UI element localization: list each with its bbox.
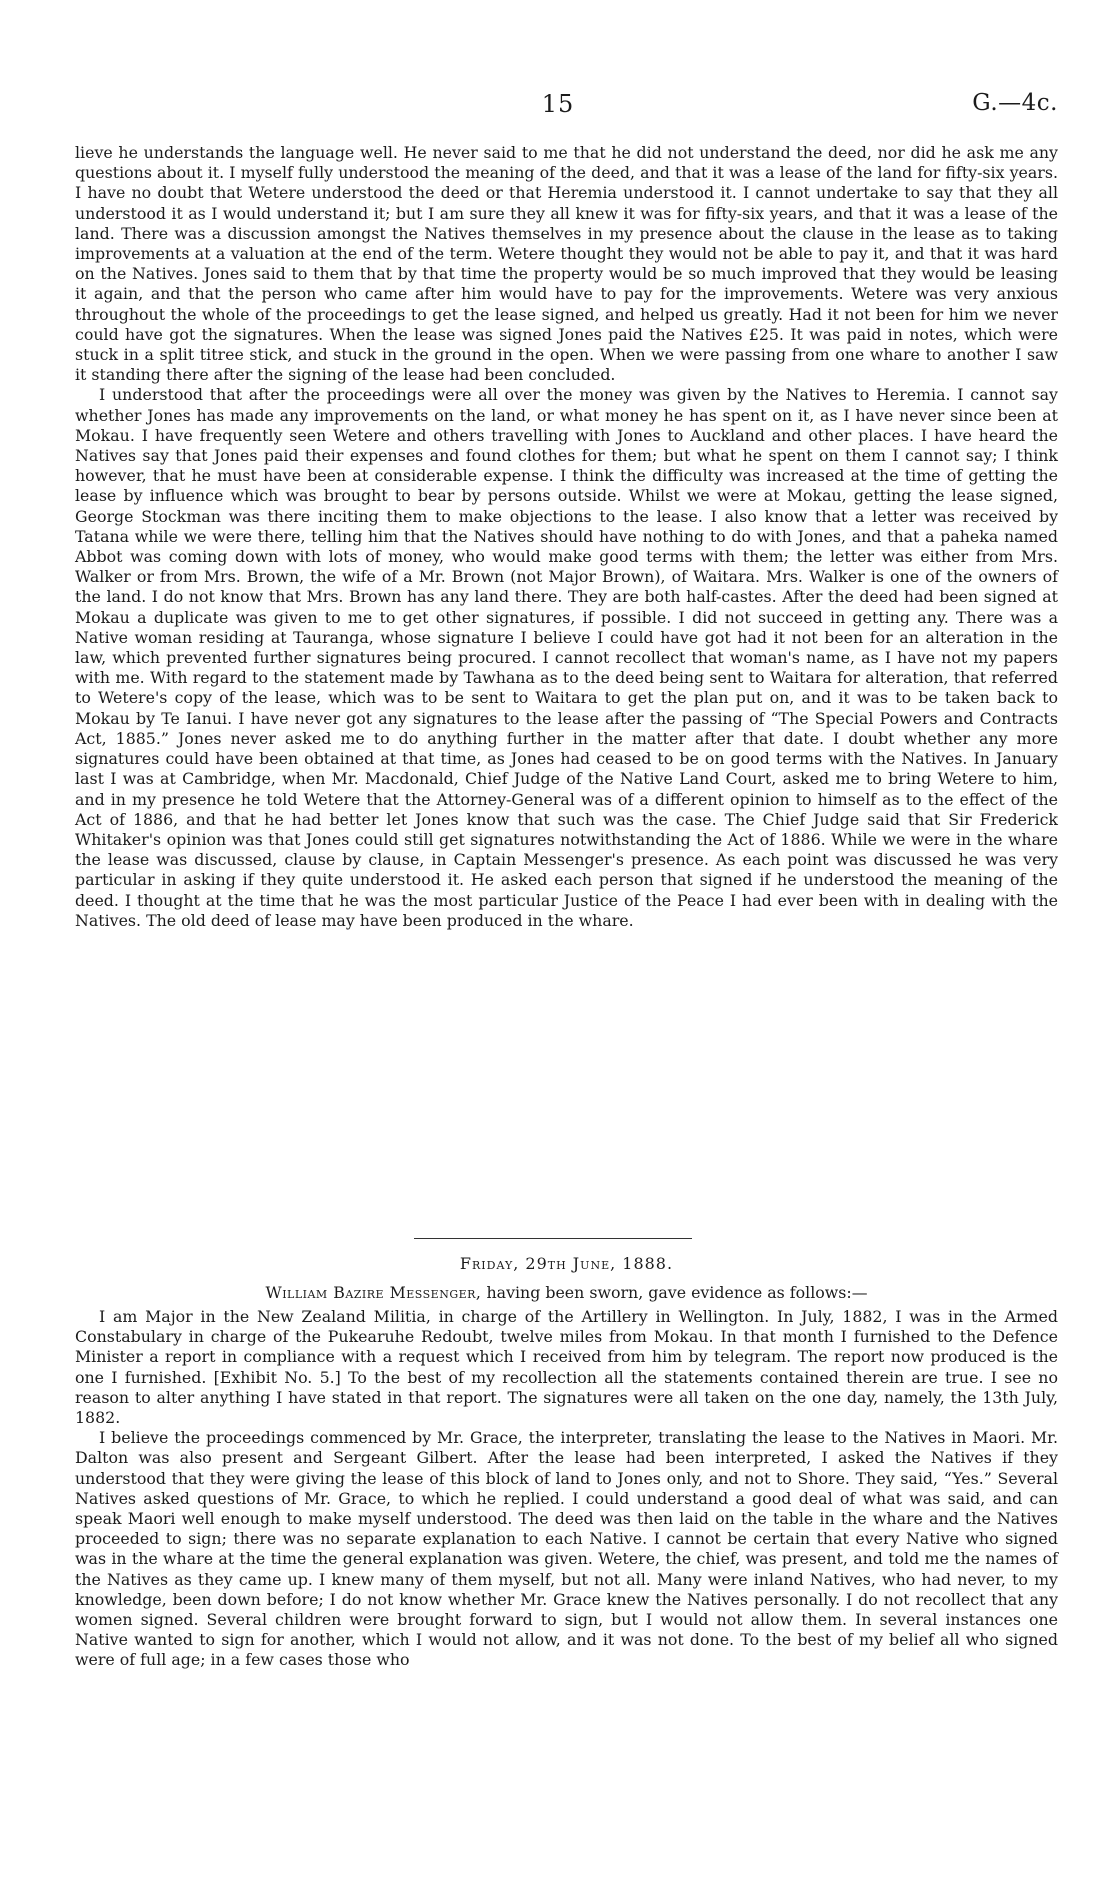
section-divider — [414, 1238, 692, 1239]
paragraph-continuation: lieve he understands the language well. He never said to me that he did not understand the deed, nor did he ask me any questions about it. I myself fully understood the meaning of the deed, and that it was a lease of the land for fifty-six years. I have no doubt that Wetere understood the deed or that Heremia understood it. I cannot undertake to say that they all understood it as I would understand it; but I am sure they all knew it was for fifty-six years, and that it was a lease of the land. There was a discussion amongst the Natives themselves in my presence about the clause in the lease as to taking improvements at a valuation at the end of the term. Wetere thought they would not be able to pay it, and that it was hard on the Natives. Jones said to them that by that time the property would be so much improved that they would be leasing it again, and that the person who came after him would have to pay for the improvements. Wetere was very anxious throughout the whole of the proceedings to get the lease signed, and helped us greatly. Had it not been for him we never could have got the signatures. When the lease was signed Jones paid the Natives £25. It was paid in notes, which were stuck in a split titree stick, and stuck in the ground in the open. When we were passing from one whare to another I saw it standing there after the signing of the lease had been concluded. — [75, 143, 1058, 385]
paragraph: I understood that after the proceedings were all over the money was given by the Natives to Heremia. I cannot say whether Jones has made any improvements on the land, or what money he has spent on it, as I have never since been at Mokau. I have frequently seen Wetere and others travelling with Jones to Auckland and other places. I have heard the Natives say that Jones paid their expenses and found clothes for them; but what he spent on them I cannot say; I think however, that he must have been at considerable expense. I think the difficulty was increased at the time of getting the lease by influence which was brought to bear by persons outside. Whilst we were at Mokau, getting the lease signed, George Stockman was there inciting them to make objections to the lease. I also know that a letter was received by Tatana while we were there, telling him that the Natives should have nothing to do with Jones, and that a paheka named Abbot was coming down with lots of money, who would make good terms with them; the letter was either from Mrs. Walker or from Mrs. Brown, the wife of a Mr. Brown (not Major Brown), of Waitara. Mrs. Walker is one of the owners of the land. I do not know that Mrs. Brown has any land there. They are both half-castes. After the deed had been signed at Mokau a duplicate was given to me to get other signatures, if possible. I did not succeed in getting any. There was a Native woman residing at Tauranga, whose signature I believe I could have got had it not been for an alteration in the law, which prevented further signatures being procured. I cannot recollect that woman's name, as I have not my papers with me. With regard to the statement made by Tawhana as to the deed being sent to Waitara for alteration, that referred to Wetere's copy of the lease, which was to be sent to Waitara to get the plan put on, and it was to be taken back to Mokau by Te Ianui. I have never got any signatures to the lease after the passing of “The Special Powers and Contracts Act, 1885.” Jones never asked me to do anything further in the matter after that date. I doubt whether any more signatures could have been obtained at that time, as Jones had ceased to be on good terms with the Natives. In January last I was at Cambridge, when Mr. Macdonald, Chief Judge of the Native Land Court, asked me to bring Wetere to him, and in my presence he told Wetere that the Attorney-General was of a different opinion to himself as to the effect of the Act of 1886, and that he had better let Jones know that such was the case. The Chief Judge said that Sir Frederick Whitaker's opinion was that Jones could still get signatures notwithstanding the Act of 1886. While we were in the whare the lease was discussed, clause by clause, in Captain Messenger's presence. As each point was discussed he was very particular in asking if they quite understood it. He asked each person that signed if he understood the meaning of the deed. I thought at the time that he was the most particular Justice of the Peace I had ever been with in dealing with the Natives. The old deed of lease may have been produced in the whare. — [75, 385, 1058, 930]
date-heading: Friday, 29th June, 1888. — [459, 1254, 674, 1273]
page-number: 15 — [541, 90, 575, 118]
document-reference: G.—4c. — [972, 90, 1058, 116]
testimony-continued — [75, 143, 1058, 931]
witness-testimony — [75, 1307, 1058, 1671]
witness-introduction — [75, 1283, 1058, 1302]
paragraph: I am Major in the New Zealand Militia, in charge of the Artillery in Wellington. In July, 1882, I was in the Armed Constabulary in charge of the Pukearuhe Redoubt, twelve miles from Mokau. In that month I furnished to the Defence Minister a report in compliance with a request which I received from him by telegram. The report now produced is the one I furnished. [Exhibit No. 5.] To the best of my recollection all the statements contained therein are true. I see no reason to alter anything I have stated in that report. The signatures were all taken on the one day, namely, the 13th July, 1882. — [75, 1307, 1058, 1428]
paragraph: I believe the proceedings commenced by Mr. Grace, the interpreter, translating the lease to the Natives in Maori. Mr. Dalton was also present and Sergeant Gilbert. After the lease had been interpreted, I asked the Natives if they understood that they were giving the lease of this block of land to Jones only, and not to Shore. They said, “Yes.” Several Natives asked questions of Mr. Grace, to which he replied. I could understand a good deal of what was said, and can speak Maori well enough to make myself understood. The deed was then laid on the table in the whare and the Natives proceeded to sign; there was no separate explanation to each Native. I cannot be certain that every Native who signed was in the whare at the time the general explanation was given. Wetere, the chief, was present, and told me the names of the Natives as they came up. I knew many of them myself, but not all. Many were inland Natives, who had never, to my knowledge, been down before; I do not know whether Mr. Grace knew the Natives personally. I do not recollect that any women signed. Several children were brought forward to sign, but I would not allow them. In several instances one Native wanted to sign for another, which I would not allow, and it was not done. To the best of my belief all who signed were of full age; in a few cases those who — [75, 1428, 1058, 1670]
witness-intro-text: having been sworn, gave evidence as follows:— — [481, 1283, 868, 1302]
witness-name: William Bazire Messenger, — [265, 1283, 482, 1302]
